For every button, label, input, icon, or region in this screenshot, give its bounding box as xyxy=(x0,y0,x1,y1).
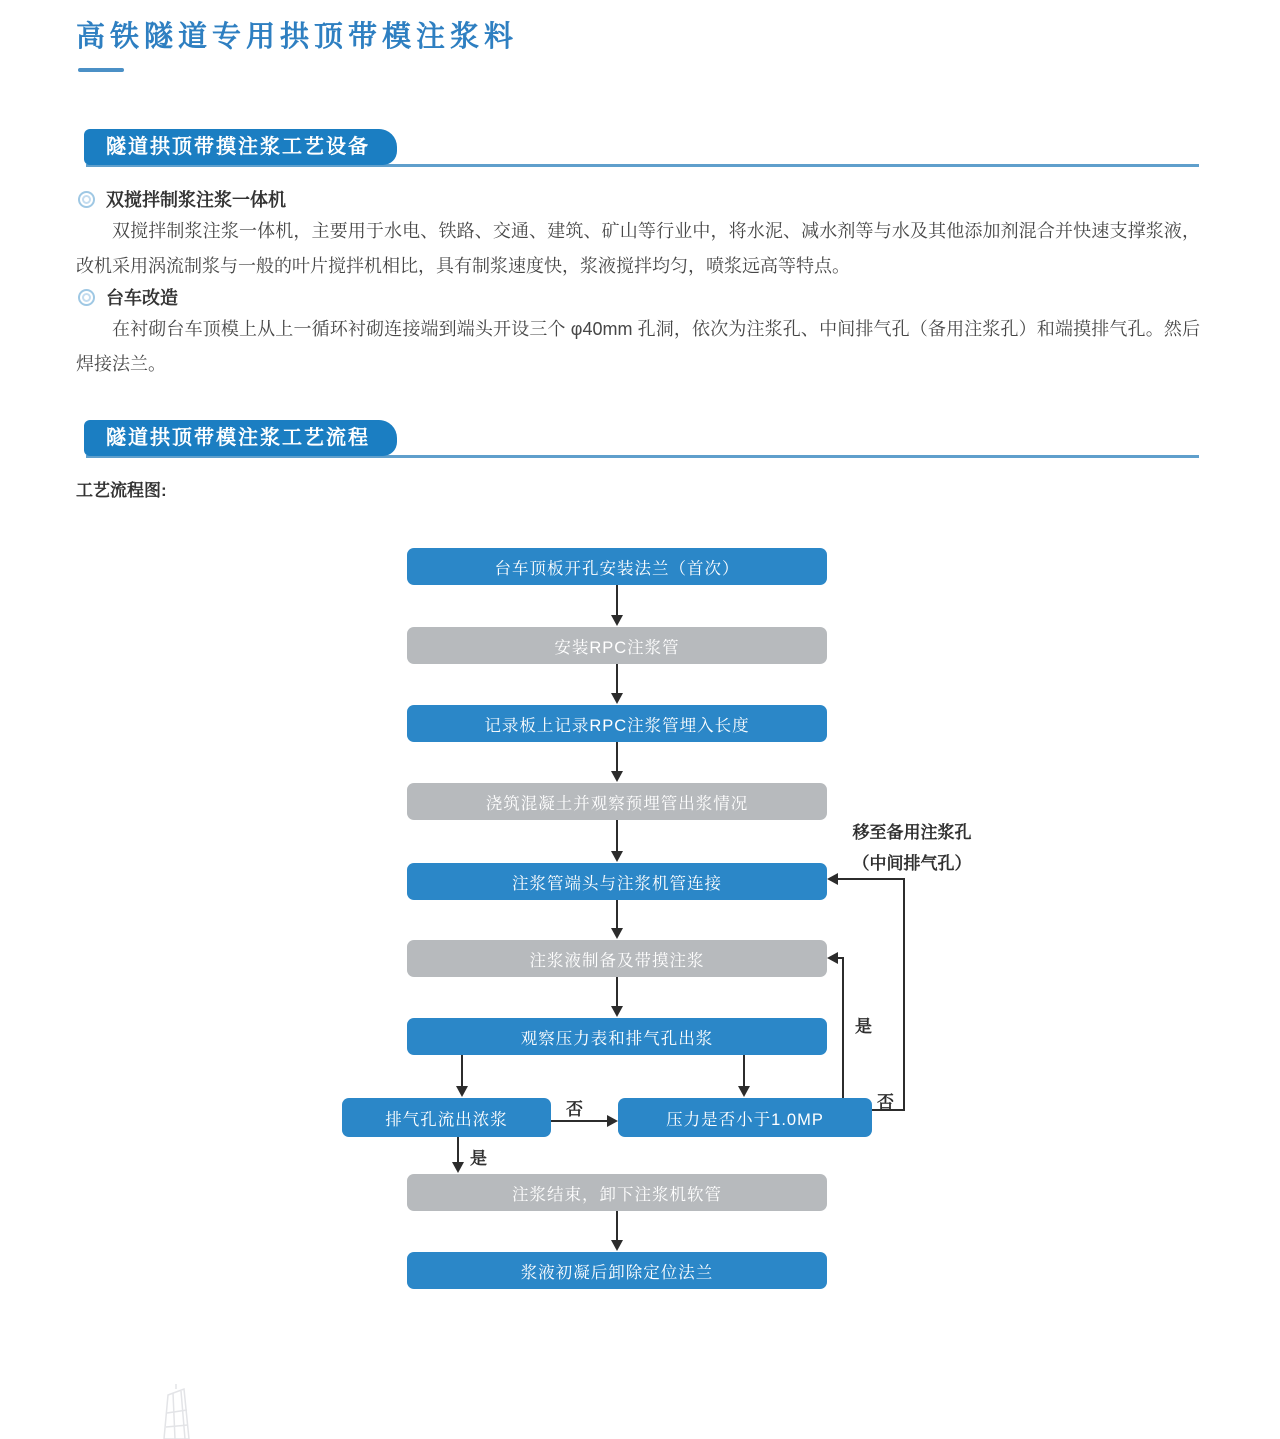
flow-arrow-left-icon xyxy=(827,873,838,885)
page-title: 高铁隧道专用拱顶带模注浆料 xyxy=(76,21,519,53)
flow-arrow-down-icon xyxy=(743,1055,745,1087)
flow-loop-line xyxy=(903,878,905,1111)
flow-loop-line xyxy=(842,957,844,1098)
section2-header: 隧道拱顶带模注浆工艺流程 xyxy=(84,420,397,456)
flow-arrow-down-icon xyxy=(457,1137,459,1163)
flow-step-remove-flange: 浆液初凝后卸除定位法兰 xyxy=(407,1252,827,1289)
flow-step-drill-install-flange: 台车顶板开孔安装法兰（首次） xyxy=(407,548,827,585)
section1-header: 隧道拱顶带摸注浆工艺设备 xyxy=(84,129,397,165)
flow-annotation-line2: （中间排气孔） xyxy=(852,854,972,873)
item-heading-label: 台车改造 xyxy=(106,288,178,308)
flow-step-finish-remove-hose: 注浆结束，卸下注浆机软管 xyxy=(407,1174,827,1211)
flow-label-no: 否 xyxy=(566,1100,583,1119)
item-heading-mixer xyxy=(78,186,286,212)
flow-arrow-down-icon xyxy=(616,820,618,852)
flow-label-no: 否 xyxy=(877,1093,894,1112)
paragraph-trolley: 在衬砌台车顶模上从上一循环衬砌连接端到端头开设三个 φ40mm 孔洞，依次为注浆孔、中间排气孔（备用注浆孔）和端摸排气孔。然后焊接法兰。 xyxy=(76,319,1200,374)
ring-bullet-icon xyxy=(78,289,95,306)
flow-step-observe-pressure: 观察压力表和排气孔出浆 xyxy=(407,1018,827,1055)
title-underline xyxy=(78,68,124,72)
flow-step-prepare-grout: 注浆液制备及带摸注浆 xyxy=(407,940,827,977)
flow-arrow-down-icon xyxy=(616,900,618,929)
flow-step-pour-concrete-observe: 浇筑混凝土并观察预埋管出浆情况 xyxy=(407,783,827,820)
flow-step-connect-grouting-machine: 注浆管端头与注浆机管连接 xyxy=(407,863,827,900)
flow-step-install-rpc-pipe: 安装RPC注浆管 xyxy=(407,627,827,664)
paragraph-mixer: 双搅拌制浆注浆一体机，主要用于水电、铁路、交通、建筑、矿山等行业中，将水泥、减水剂等与水及其他添加剂混合并快速支撑浆液，改机采用涡流制浆与一般的叶片搅拌机相比，具有制浆速度快，浆液搅拌均匀，喷浆远高等特点。 xyxy=(76,221,1200,276)
flow-arrow-down-icon xyxy=(461,1055,463,1087)
flow-arrow-left-icon xyxy=(827,952,838,964)
flow-arrow-down-icon xyxy=(616,1211,618,1241)
item-heading-label: 双搅拌制浆注浆一体机 xyxy=(106,190,286,210)
flow-label-yes: 是 xyxy=(855,1017,872,1036)
item-heading-trolley xyxy=(78,284,178,310)
flow-decision-pressure-check: 压力是否小于1.0MP xyxy=(618,1098,872,1137)
flow-arrow-down-icon xyxy=(616,977,618,1007)
flow-decision-vent-thick-grout: 排气孔流出浓浆 xyxy=(342,1098,551,1137)
flow-arrow-down-icon xyxy=(616,585,618,616)
flow-arrow-right-icon xyxy=(607,1115,618,1127)
building-watermark-icon xyxy=(140,1383,224,1439)
flowchart-caption: 工艺流程图: xyxy=(76,481,167,500)
flow-annotation-line1: 移至备用注浆孔 xyxy=(852,823,972,842)
ring-bullet-icon xyxy=(78,191,95,208)
flow-label-yes: 是 xyxy=(470,1149,487,1168)
flow-step-record-length: 记录板上记录RPC注浆管埋入长度 xyxy=(407,705,827,742)
flow-arrow-down-icon xyxy=(616,664,618,694)
flow-arrow-down-icon xyxy=(616,742,618,772)
flow-arrow-right-line xyxy=(551,1120,608,1122)
flow-annotation xyxy=(838,817,986,879)
